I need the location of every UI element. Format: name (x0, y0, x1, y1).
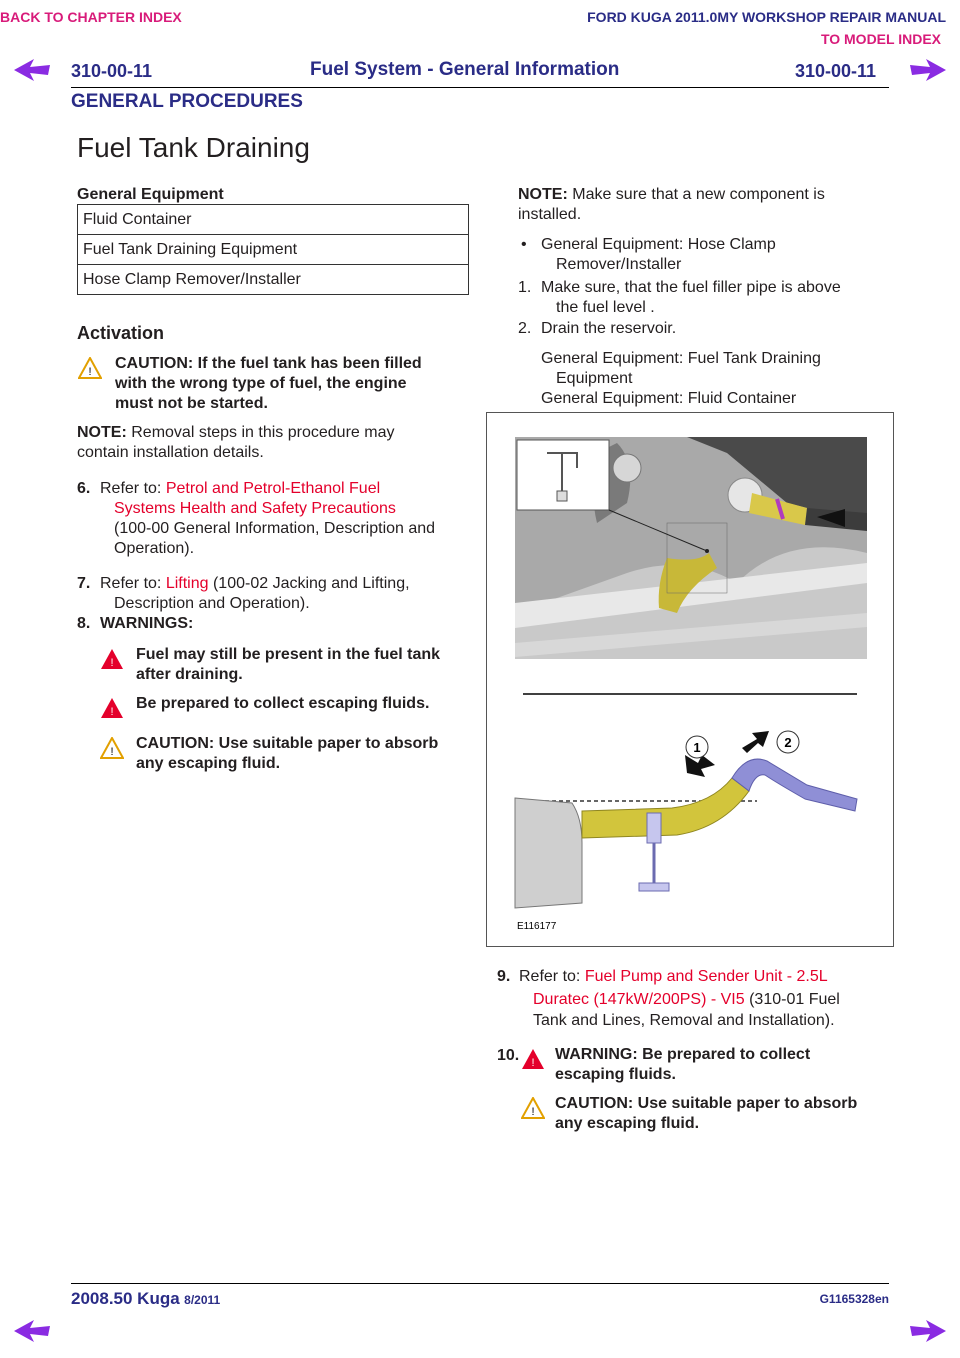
caution-icon (521, 1097, 545, 1119)
footer-code: G1165328en (819, 1292, 889, 1306)
fuel-tank-illustration (487, 413, 893, 946)
note-label: NOTE: (77, 424, 127, 441)
svg-text:!: ! (531, 1057, 535, 1069)
svg-text:!: ! (110, 657, 114, 669)
step-text: Tank and Lines, Removal and Installation). (533, 1012, 835, 1029)
figure-code: E116177 (517, 921, 557, 932)
caution-line: CAUTION: If the fuel tank has been filled (115, 355, 422, 372)
caution-line: must not be started. (115, 395, 268, 412)
svg-text:!: ! (110, 746, 114, 758)
equipment-item: Hose Clamp Remover/Installer (78, 265, 469, 295)
refer-to-text: Refer to: (519, 968, 581, 985)
svg-text:!: ! (110, 706, 114, 718)
caution-text: CAUTION: Use suitable paper to absorb (136, 735, 439, 752)
equipment-item: Fluid Container (78, 205, 469, 235)
table-row (78, 265, 469, 295)
footer-model (71, 1289, 220, 1309)
step-line (519, 967, 828, 987)
table-row (78, 235, 469, 265)
next-page-arrow-icon[interactable] (910, 1320, 946, 1342)
footer-model-name: 2008.50 Kuga (71, 1289, 180, 1308)
substep-number: 2. (518, 320, 532, 337)
warning-text: after draining. (136, 666, 243, 683)
footer-rule (71, 1283, 889, 1284)
note-label: NOTE: (518, 186, 568, 203)
warning-text: Fuel may still be present in the fuel tank (136, 646, 441, 663)
step-line (100, 574, 410, 594)
prev-page-arrow-icon[interactable] (14, 59, 50, 81)
caution-text: any escaping fluid. (555, 1115, 700, 1132)
svg-text:!: ! (531, 1106, 535, 1118)
caution-text: CAUTION: Use suitable paper to absorb (555, 1095, 858, 1112)
note-text: Removal steps in this procedure may (131, 424, 395, 441)
page-number-left: 310-00-11 (71, 61, 153, 81)
note-line: contain installation details. (77, 444, 264, 461)
section-title: Fuel System - General Information (310, 59, 620, 80)
caution-text: any escaping fluid. (136, 755, 281, 772)
step-text: Operation). (114, 540, 195, 557)
step-text: (100-02 Jacking and Lifting, (212, 575, 410, 592)
table-row (78, 205, 469, 235)
warning-text: Be prepared to collect escaping fluids. (136, 695, 430, 712)
prev-page-arrow-icon[interactable] (14, 1320, 50, 1342)
footer-date: 8/2011 (184, 1293, 221, 1307)
caution-line: with the wrong type of fuel, the engine (115, 375, 407, 392)
next-page-arrow-icon[interactable] (910, 59, 946, 81)
page-number-right: 310-00-11 (795, 61, 877, 81)
caution-icon (100, 737, 124, 759)
header-rule (71, 87, 889, 88)
note-line: installed. (518, 206, 582, 223)
equipment-ref: General Equipment: Fuel Tank Draining (541, 350, 821, 367)
warning-icon (100, 648, 124, 670)
step-number: 8. (77, 615, 91, 632)
step-number: 10. (497, 1047, 520, 1064)
callout-1-label: 1 (693, 740, 701, 755)
fuel-tank-shape (515, 798, 582, 908)
step9-link[interactable]: Fuel Pump and Sender Unit - 2.5L (584, 968, 828, 985)
equipment-item: Fuel Tank Draining Equipment (78, 235, 469, 265)
step-line (533, 990, 840, 1010)
step7-link[interactable]: Lifting (165, 575, 209, 592)
bullet-text: General Equipment: Hose Clamp (541, 236, 776, 253)
note-line (77, 423, 394, 443)
refer-to-text: Refer to: (100, 480, 162, 497)
equipment-table (77, 204, 469, 295)
substep-text: the fuel level . (556, 299, 655, 316)
svg-text:!: ! (88, 366, 92, 378)
equipment-ref: Equipment (556, 370, 633, 387)
callout-2-label: 2 (784, 735, 792, 750)
filler-hose (732, 759, 857, 811)
equipment-ref: General Equipment: Fluid Container (541, 390, 797, 407)
substep-text: Make sure, that the fuel filler pipe is above (541, 279, 841, 296)
equipment-heading: General Equipment (77, 186, 224, 203)
direction-arrow-icon (742, 731, 769, 753)
step-number: 6. (77, 480, 91, 497)
manual-title: FORD KUGA 2011.0MY WORKSHOP REPAIR MANUAL (587, 9, 946, 25)
note-text: Make sure that a new component is (572, 186, 825, 203)
refer-to-text: Refer to: (100, 575, 162, 592)
step6-link[interactable]: Petrol and Petrol-Ethanol Fuel (165, 480, 381, 497)
step-line (100, 479, 380, 499)
back-to-chapter-link[interactable]: BACK TO CHAPTER INDEX (0, 9, 182, 25)
warning-icon (100, 697, 124, 719)
activation-heading: Activation (77, 323, 165, 343)
procedure-category: GENERAL PROCEDURES (71, 91, 303, 112)
step-text: (100-00 General Information, Description and (114, 520, 436, 537)
note-line (518, 185, 825, 205)
bullet-dot: • (521, 236, 527, 253)
caution-icon (78, 357, 102, 379)
step-text: Description and Operation). (114, 595, 310, 612)
bullet-text: Remover/Installer (556, 256, 682, 273)
direction-arrow-icon (685, 755, 715, 777)
filler-pipe (582, 778, 749, 838)
step-number: 7. (77, 575, 91, 592)
to-model-index-link[interactable]: TO MODEL INDEX (820, 31, 941, 47)
step6-link-cont[interactable]: Systems Health and Safety Precautions (114, 500, 396, 517)
step-text: (310-01 Fuel (749, 991, 840, 1008)
substep-text: Drain the reservoir. (541, 320, 677, 337)
warning-text: escaping fluids. (555, 1066, 676, 1083)
substep-number: 1. (518, 279, 532, 296)
warning-text: WARNING: Be prepared to collect (555, 1046, 811, 1063)
warnings-label: WARNINGS: (100, 615, 194, 632)
procedure-figure (486, 412, 894, 947)
step9-link-cont[interactable]: Duratec (147kW/200PS) - VI5 (533, 991, 745, 1008)
warning-icon (521, 1048, 545, 1070)
step-number: 9. (497, 968, 511, 985)
page-title: Fuel Tank Draining (77, 132, 310, 163)
